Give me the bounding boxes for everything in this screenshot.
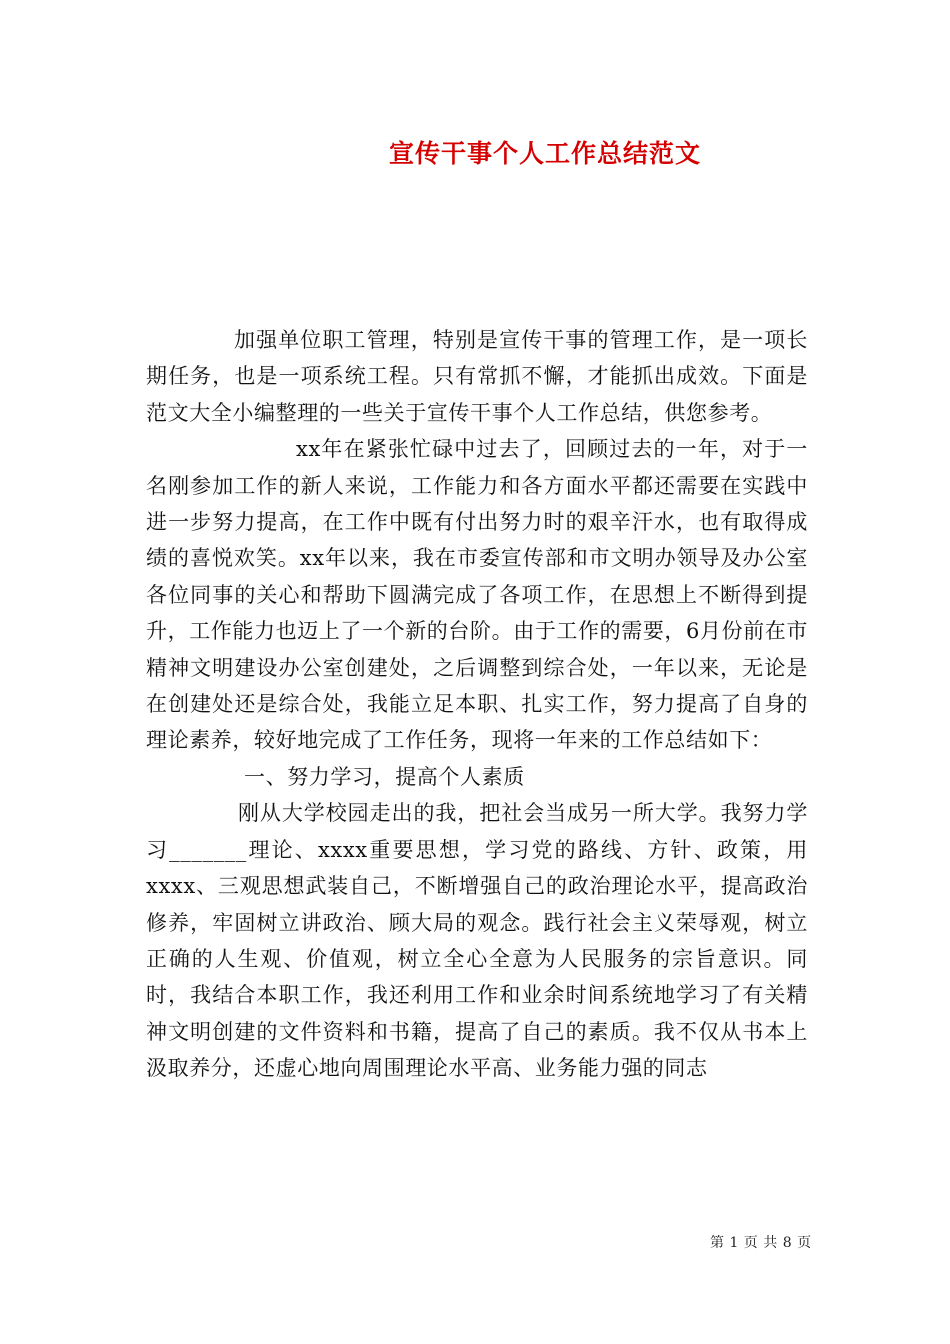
- paragraph-summary: xx年在紧张忙碌中过去了，回顾过去的一年，对于一名刚参加工作的新人来说，工作能力和各方面水平都还需要在实践中进一步努力提高，在工作中既有付出努力时的艰辛汗水，也有取得成绩的喜悦欢笑。xx年以来，我在市委宣传部和市文明办领导及办公室各位同事的关心和帮助下圆满完成了各项工作，在思想上不断得到提升，工作能力也迈上了一个新的台阶。由于工作的需要，6月份前在市精神文明建设办公室创建处，之后调整到综合处，一年以来，无论是在创建处还是综合处，我能立足本职、扎实工作，努力提高了自身的理论素养，较好地完成了工作任务，现将一年来的工作总结如下：: [146, 437, 808, 753]
- paragraph-study: 刚从大学校园走出的我，把社会当成另一所大学。我努力学习_______理论、xxxx重要思想，学习党的路线、方针、政策，用xxxx、三观思想武装自己，不断增强自己的政治理论水平，提高政治修养，牢固树立讲政治、顾大局的观念。践行社会主义荣辱观，树立正确的人生观、价值观，树立全心全意为人民服务的宗旨意识。同时，我结合本职工作，我还利用工作和业余时间系统地学习了有关精神文明创建的文件资料和书籍，提高了自己的素质。我不仅从书本上汲取养分，还虚心地向周围理论水平高、业务能力强的同志: [146, 801, 808, 1081]
- paragraph-intro: 加强单位职工管理，特别是宣传干事的管理工作，是一项长期任务，也是一项系统工程。只有常抓不懈，才能抓出成效。下面是范文大全小编整理的一些关于宣传干事个人工作总结，供您参考。: [146, 328, 808, 425]
- page-number: 第 1 页 共 8 页: [710, 1235, 812, 1251]
- document-body: [146, 322, 808, 1087]
- document-title: 宣传干事个人工作总结范文: [388, 139, 701, 168]
- section-heading: 一、努力学习，提高个人素质: [244, 764, 525, 789]
